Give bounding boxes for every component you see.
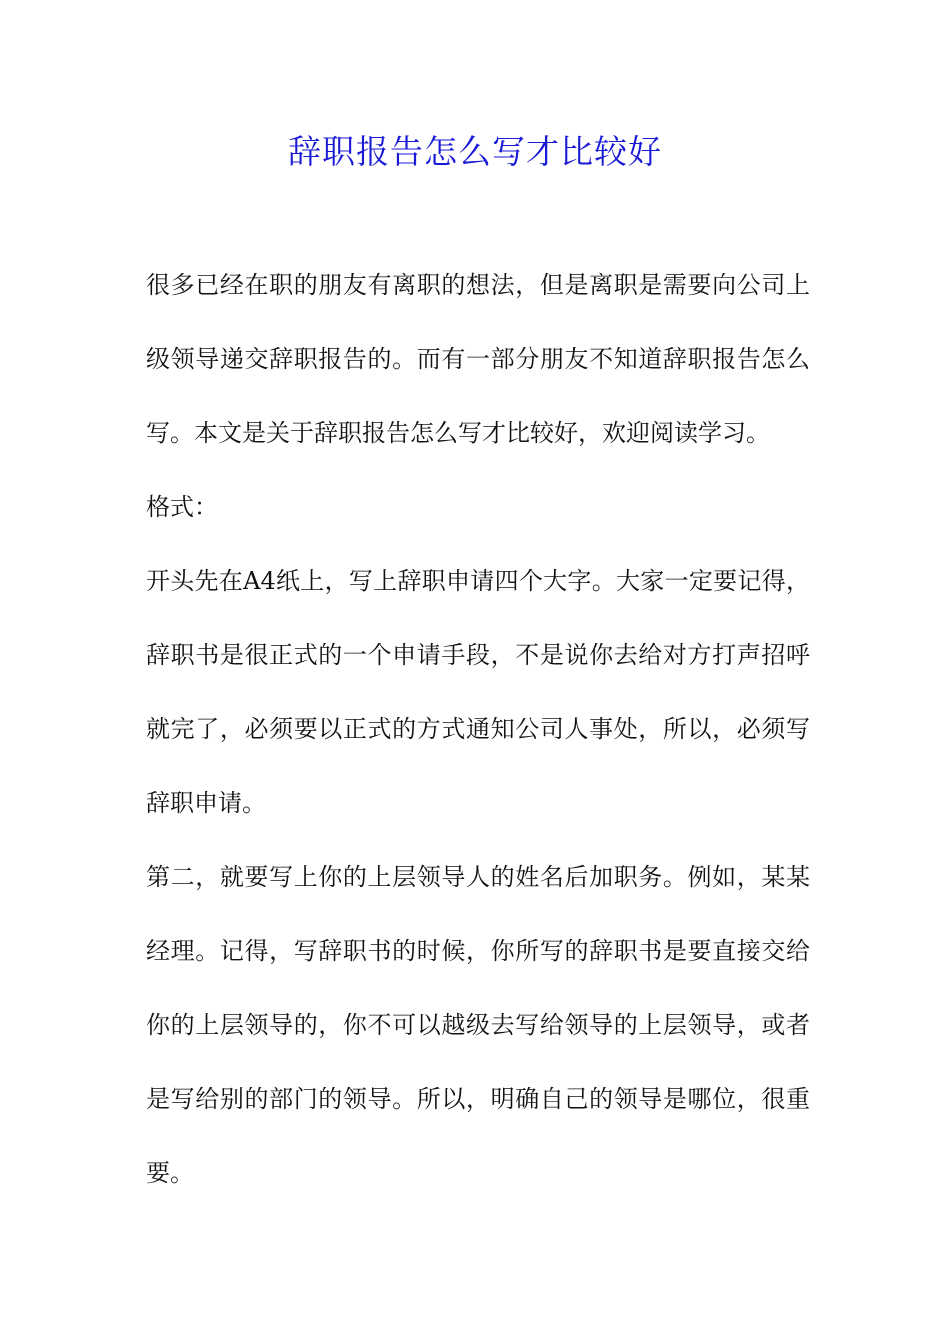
document-body — [146, 248, 810, 1210]
paragraph-second: 第二，就要写上你的上层领导人的姓名后加职务。例如，某某经理。记得，写辞职书的时候，你所写的辞职书是要直接交给你的上层领导的，你不可以越级去写给领导的上层领导，或者是写给别的部门的领导。所以，明确自己的领导是哪位，很重要。 — [146, 863, 810, 1187]
paragraph-opening: 开头先在A4纸上，写上辞职申请四个大字。大家一定要记得，辞职书是很正式的一个申请手段，不是说你去给对方打声招呼就完了，必须要以正式的方式通知公司人事处，所以，必须写辞职申请。 — [146, 567, 810, 817]
document-title: 辞职报告怎么写才比较好 — [288, 132, 662, 171]
paragraph-intro: 很多已经在职的朋友有离职的想法，但是离职是需要向公司上级领导递交辞职报告的。而有一部分朋友不知道辞职报告怎么写。本文是关于辞职报告怎么写才比较好，欢迎阅读学习。 — [146, 271, 810, 447]
paragraph-format-heading: 格式： — [146, 493, 218, 521]
